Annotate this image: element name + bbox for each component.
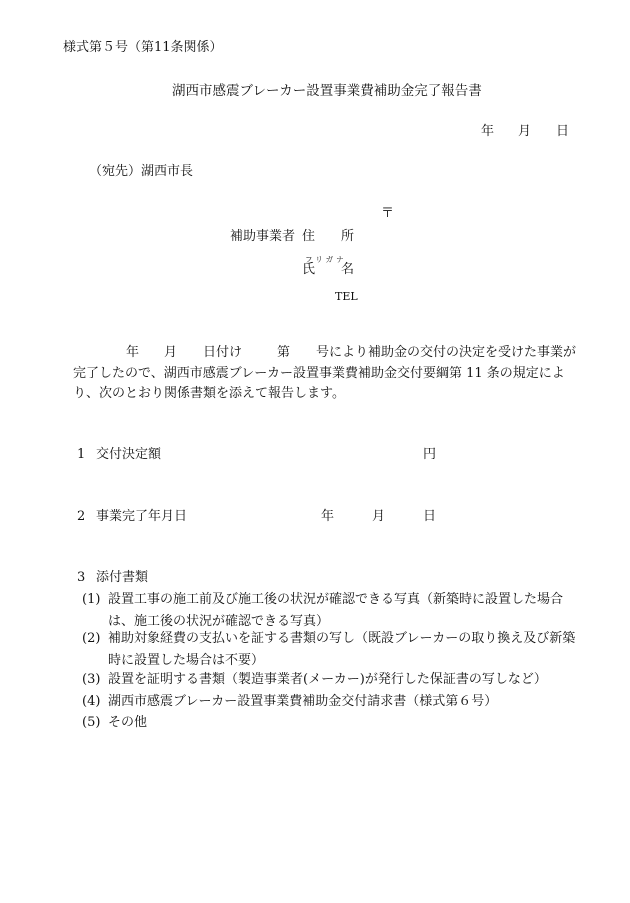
name-label-char2: 名	[341, 262, 355, 277]
tel-label: TEL	[335, 290, 358, 303]
attachment-text: 設置を証明する書類（製造事業者(メーカー)が発行した保証書の写しなど）	[108, 672, 547, 687]
body-number-prefix: 第	[277, 345, 291, 360]
item3-number: 3	[77, 570, 86, 585]
attachment-number: (2)	[82, 631, 101, 646]
item2-year: 年	[321, 509, 335, 524]
attachment-text: 設置工事の施工前及び施工後の状況が確認できる写真（新築時に設置した場合は、施工後の状況が確認できる写真）	[108, 592, 564, 629]
item1-number: 1	[77, 447, 86, 462]
document-title: 湖西市感震ブレーカー設置事業費補助金完了報告書	[172, 83, 482, 99]
body-line-2: 完了したので、湖西市感震ブレーカー設置事業費補助金交付要綱第 11 条の規定によ	[73, 366, 565, 381]
date-month-label: 月	[518, 124, 532, 139]
item2-month: 月	[372, 509, 386, 524]
addressee: （宛先）湖西市長	[89, 164, 194, 179]
attachment-text: その他	[108, 715, 148, 730]
date-day-label: 日	[556, 124, 570, 139]
item1-unit: 円	[423, 447, 437, 462]
item2-day: 日	[423, 509, 437, 524]
item3-label: 添付書類	[96, 570, 149, 585]
attachment-number: (3)	[82, 672, 101, 687]
postal-mark: 〒	[381, 206, 395, 221]
date-year-label: 年	[481, 124, 495, 139]
attachment-number: (4)	[82, 694, 101, 709]
item1-label: 交付決定額	[96, 447, 162, 462]
attachment-number: (1)	[82, 592, 101, 607]
attachment-text: 補助対象経費の支払いを証する書類の写し（既設ブレーカーの取り換え及び新築時に設置した場合は不要）	[108, 631, 576, 668]
item2-label: 事業完了年月日	[96, 509, 188, 524]
body-line-3: り、次のとおり関係書類を添えて報告します。	[73, 386, 345, 401]
body-month: 月	[164, 345, 178, 360]
applicant-role-label: 補助事業者	[230, 229, 296, 244]
body-dated: 日付け	[203, 345, 243, 360]
name-label-char1: 氏	[302, 262, 316, 277]
address-label-char1: 住	[302, 229, 316, 244]
item2-number: 2	[77, 509, 86, 524]
name-label-group	[302, 254, 362, 284]
attachment-number: (5)	[82, 715, 101, 730]
address-label-char2: 所	[341, 229, 355, 244]
form-label: 様式第５号（第11条関係）	[63, 40, 223, 55]
body-year: 年	[126, 345, 140, 360]
body-line1-rest: 号により補助金の交付の決定を受けた事業が	[316, 345, 577, 360]
furigana-label: フリガナ	[305, 255, 347, 264]
attachment-text: 湖西市感震ブレーカー設置事業費補助金交付請求書（様式第６号）	[108, 694, 498, 709]
